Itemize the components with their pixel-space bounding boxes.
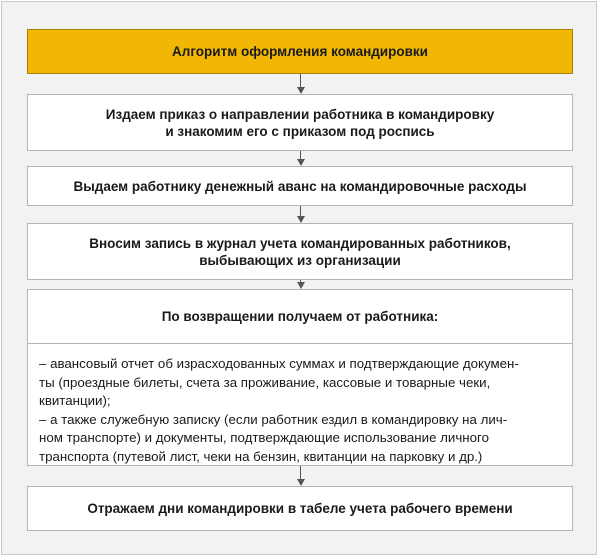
title-text: Алгоритм оформления командировки <box>172 44 428 59</box>
step-box-1 <box>27 94 573 151</box>
arrow-2 <box>297 151 305 166</box>
step-1-line-2: и знакомим его с приказом под роспись <box>165 123 435 139</box>
step-box-3 <box>27 223 573 280</box>
step-3-line-2: выбывающих из организации <box>199 252 401 268</box>
step-4-heading: По возвращении получаем от работника: <box>28 290 572 344</box>
step-4-body-line: транспорта (путевой лист, чеки на бензин, квитанции на парковку и др.) <box>39 448 483 464</box>
arrow-4 <box>297 280 305 289</box>
step-4-body <box>28 344 572 466</box>
step-2-line-1: Выдаем работнику денежный аванс на командировочные расходы <box>73 178 527 194</box>
arrow-5 <box>297 466 305 486</box>
step-3-line-1: Вносим запись в журнал учета командированных работников, <box>89 235 511 251</box>
step-box-2 <box>27 166 573 206</box>
arrow-1 <box>297 74 305 94</box>
title-box <box>27 29 573 74</box>
step-4-body-line: квитанции); <box>39 393 111 408</box>
step-box-4 <box>27 289 573 466</box>
step-4-body-line: – а также служебную записку (если работник ездил в командировку на лич- <box>39 411 508 427</box>
step-4-body-line: ты (проездные билеты, счета за проживание, кассовые и товарные чеки, <box>39 374 491 390</box>
step-4-body-line: ном транспорте) и документы, подтверждающие использование личного <box>39 430 489 445</box>
step-1-line-1: Издаем приказ о направлении работника в командировку <box>105 106 495 122</box>
arrow-3 <box>297 206 305 223</box>
step-4-body-line: – авансовый отчет об израсходованных суммах и подтверждающие докумен- <box>39 356 519 371</box>
step-5-line-1: Отражаем дни командировки в табеле учета рабочего времени <box>87 501 513 516</box>
step-box-5 <box>27 486 573 531</box>
